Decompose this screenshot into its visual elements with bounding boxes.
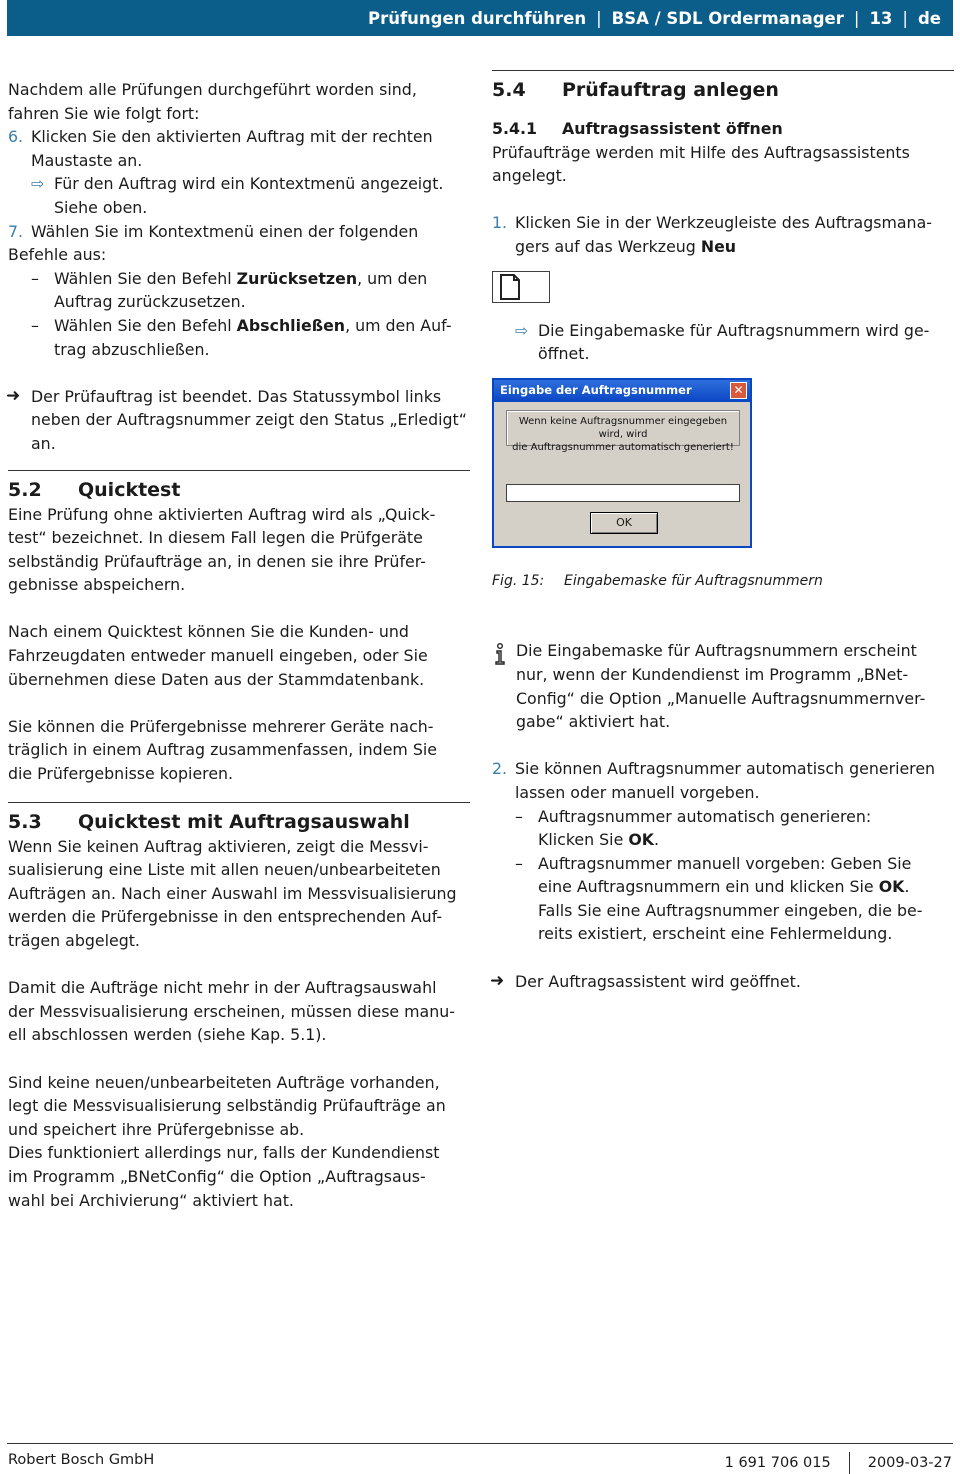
header-language: de <box>917 8 941 28</box>
dash-icon: – <box>515 806 523 826</box>
section-5-3-heading: 5.3 Quicktest mit Auftragsauswahl <box>8 810 410 833</box>
option-manual-entry: – Auftragsnummer manuell vorgeben: Geben Sie eine Auftragsnummern ein und klicken Sie OK. Falls Sie eine Auftragsnummer eingeben, die be- reits existiert, erscheint eine Fehlermeldung. <box>515 853 923 944</box>
step-6: 6. Klicken Sie den aktivierten Auftrag mit der rechten Maustaste an. <box>8 127 433 170</box>
section-5-4-heading: 5.4 Prüfauftrag anlegen <box>492 79 779 101</box>
info-icon <box>492 643 508 672</box>
conclusion-arrow-icon: ➜ <box>6 385 21 406</box>
header-page-number: 13 <box>869 8 893 28</box>
header-section: Prüfungen durchführen <box>367 8 587 28</box>
conclusion-arrow-icon: ➜ <box>490 970 505 991</box>
new-document-icon <box>492 271 550 303</box>
step-7: 7. Wählen Sie im Kontextmenü einen der folgenden <box>8 220 470 244</box>
right-column: 5.4 Prüfauftrag anlegen 5.4.1 Auftragsassistent öffnen Prüfaufträge werden mit Hilfe des Auftragsassistents angelegt. 1. Klicken Sie in der Werkzeugleiste des Auftragsmana- gers auf das Werkzeug Neu ⇨ Die Eingabemaske für Auftragsnummern wird ge- öffnet. Eingabe der Auftragsnummer ✕ Wenn keine Auftragsnummer eingegeben wird, wird die Auftragsnummer automatisch generiert! OK Fig. 15: Eingabemaske für Auftragsnummern Die Eingabemaske für Auftragsnummern erscheint nur, wenn der Kundendienst im Programm „BNet- Config“ die Option „Manuelle Auftragsnummernver- gabe“ aktiviert hat. 2. Sie können Auftragsnummer automatisch generieren lassen oder manuell vorgeben. – Auftragsnummer automatisch generieren: Klicken Sie OK. – Auftragsnummer manuell vorgeben: Geben Sie eine Auftragsnummern ein und klicken Sie OK. Falls Sie eine Auftragsnummer eingeben, die be- reits existiert, erscheint eine Fehlermeldung. ➜ Der Auftragsassistent wird geöffnet. <box>492 70 954 993</box>
header-product: BSA / SDL Ordermanager <box>611 8 844 28</box>
command-reset: Zurücksetzen <box>236 268 358 288</box>
intro-line: Nachdem alle Prüfungen durchgeführt worden sind, <box>8 80 417 99</box>
dialog-title-bar <box>494 380 750 402</box>
conclusion: ➜ Der Auftragsassistent wird geöffnet. <box>492 970 954 994</box>
command-close: Abschließen <box>236 315 346 335</box>
dash-icon: – <box>31 268 39 288</box>
step-number: 1. <box>492 213 508 233</box>
result-arrow-icon: ⇨ <box>515 320 529 340</box>
step-number: 2. <box>492 759 508 779</box>
step-1: 1. Klicken Sie in der Werkzeugleiste des Auftragsmana- gers auf das Werkzeug Neu <box>492 213 932 256</box>
step-1-result: ⇨ Die Eingabemaske für Auftragsnummern wird ge- öffnet. <box>515 320 930 364</box>
step-2: 2. Sie können Auftragsnummer automatisch generieren lassen oder manuell vorgeben. <box>492 759 936 802</box>
tool-new: Neu <box>700 236 737 256</box>
option-reset: – Wählen Sie den Befehl Zurücksetzen, um den Auftrag zurückzusetzen. <box>31 268 428 312</box>
paragraph: Sie können die Prüfergebnisse mehrerer Geräte nach- träglich in einem Auftrag zusammenfassen, indem Sie die Prüfergebnisse kopieren. <box>8 716 437 784</box>
close-icon[interactable]: ✕ <box>730 382 747 399</box>
dash-icon: – <box>31 315 39 335</box>
step-6-result: ⇨ Für den Auftrag wird ein Kontextmenü angezeigt. Siehe oben. <box>31 174 444 217</box>
paragraph: Eine Prüfung ohne aktivierten Auftrag wird als „Quick- test“ bezeichnet. In diesem Fall legen die Prüfgeräte selbständig Prüfaufträge an, in denen sie ihre Prüfer- gebnisse abspeichern. <box>8 504 436 595</box>
section-5-2-heading: 5.2 Quicktest <box>8 478 181 501</box>
paragraph: Sind keine neuen/unbearbeiteten Aufträge vorhanden, legt die Messvisualisierung selbständig Prüfaufträge an und speichert ihre Prüfergebnisse ab. Dies funktioniert allerdings nur, falls der Kundendienst im Programm „BNetConfig“ die Option „Auftragsaus- wahl bei Archivierung“ aktiviert hat. <box>8 1072 446 1210</box>
info-note: Die Eingabemaske für Auftragsnummern erscheint nur, wenn der Kundendienst im Programm „BNet- Config“ die Option „Manuelle Auftragsnummernver- gabe“ aktiviert hat. <box>492 639 954 733</box>
order-number-dialog <box>492 378 752 548</box>
footer-date: 2009-03-27 <box>867 1455 952 1471</box>
section-5-4-1-heading: 5.4.1 Auftragsassistent öffnen <box>492 119 783 138</box>
step-number: 6. <box>8 127 24 147</box>
paragraph: Wenn Sie keinen Auftrag aktivieren, zeigt die Messvi- sualisierung eine Liste mit allen neuen/unbearbeiteten Aufträgen an. Nach einer Auswahl im Messvisualisierung werden die Prüfergebnisse in den entsprechenden Auf- trägen abgelegt. <box>8 836 457 950</box>
page-header: Prüfungen durchführen | BSA / SDL Ordermanager | 13 | de <box>7 0 953 36</box>
order-number-input[interactable] <box>506 484 740 502</box>
footer-doc-number: 1 691 706 015 <box>724 1455 831 1471</box>
result-arrow-icon: ⇨ <box>31 174 45 194</box>
left-column: Nachdem alle Prüfungen durchgeführt worden sind, fahren Sie wie folgt fort: 6. Klicken Sie den aktivierten Auftrag mit der rechten Maustaste an. ⇨ Für den Auftrag wird ein Kontextmenü angezeigt. Siehe oben. 7. Wählen Sie im Kontextmenü einen der folgenden Befehle aus: – Wählen Sie den Befehl Zurücksetzen, um den Auftrag zurückzusetzen. – Wählen Sie den Befehl Abschließen, um den Auf- trag abzuschließen. ➜ Der Prüfauftrag ist beendet. Das Statussymbol links neben der Auftragsnummer zeigt den Status „Erledigt“ an. 5.2 Quicktest Eine Prüfung ohne aktivierten Auftrag wird als „Quick- test“ bezeichnet. In diesem Fall legen die Prüfgeräte selbständig Prüfaufträge an, in denen sie ihre Prüfer- gebnisse abspeichern. Nach einem Quicktest können Sie die Kunden- und Fahrzeugdaten entweder manuell eingeben, oder Sie übernehmen diese Daten aus der Stammdatenbank. Sie können die Prüfergebnisse mehrerer Geräte nach- träglich in einem Auftrag zusammenfassen, indem Sie die Prüfergebnisse kopieren. 5.3 Quicktest mit Auftragsauswahl Wenn Sie keinen Auftrag aktivieren, zeigt die Messvi- sualisierung eine Liste mit allen neuen/unbearbeiteten Aufträgen an. Nach einer Auswahl im Messvisualisierung werden die Prüfergebnisse in den entsprechenden Auf- trägen abgelegt. Damit die Aufträge nicht mehr in der Auftragsauswahl der Messvisualisierung erscheinen, müssen diese manu- ell abschlossen werden (siehe Kap. 5.1). Sind keine neuen/unbearbeiteten Aufträge vorhanden, legt die Messvisualisierung selbständig Prüfaufträge an und speichert ihre Prüfergebnisse ab. Dies funktioniert allerdings nur, falls der Kundendienst im Programm „BNetConfig“ die Option „Auftragsaus- wahl bei Archivierung“ aktiviert hat. <box>8 78 470 1212</box>
conclusion: ➜ Der Prüfauftrag ist beendet. Das Statussymbol links neben der Auftragsnummer zeigt den Status „Erledigt“ an. <box>6 385 467 453</box>
paragraph: Damit die Aufträge nicht mehr in der Auftragsauswahl der Messvisualisierung erscheinen, müssen diese manu- ell abschlossen werden (siehe Kap. 5.1). <box>8 978 455 1045</box>
footer-company: Robert Bosch GmbH <box>8 1452 155 1468</box>
figure-caption: Fig. 15: Eingabemaske für Auftragsnummern <box>492 572 823 589</box>
footer-info <box>725 1452 952 1474</box>
paragraph: Nach einem Quicktest können Sie die Kunden- und Fahrzeugdaten entweder manuell eingeben, oder Sie übernehmen diese Daten aus der Stammdatenbank. <box>8 622 428 689</box>
ok-button[interactable]: OK <box>590 512 658 534</box>
dialog-message: Wenn keine Auftragsnummer eingegeben wird, wird die Auftragsnummer automatisch generiert! <box>506 410 740 446</box>
dash-icon: – <box>515 853 523 873</box>
dialog-title: Eingabe der Auftragsnummer <box>500 382 692 397</box>
footer-rule <box>7 1443 953 1444</box>
option-close: – Wählen Sie den Befehl Abschließen, um den Auf- trag abzuschließen. <box>31 315 452 359</box>
step-number: 7. <box>8 221 24 241</box>
option-auto-generate: – Auftragsnummer automatisch generieren: Klicken Sie OK. <box>515 806 872 850</box>
intro-line: fahren Sie wie folgt fort: <box>8 103 200 123</box>
